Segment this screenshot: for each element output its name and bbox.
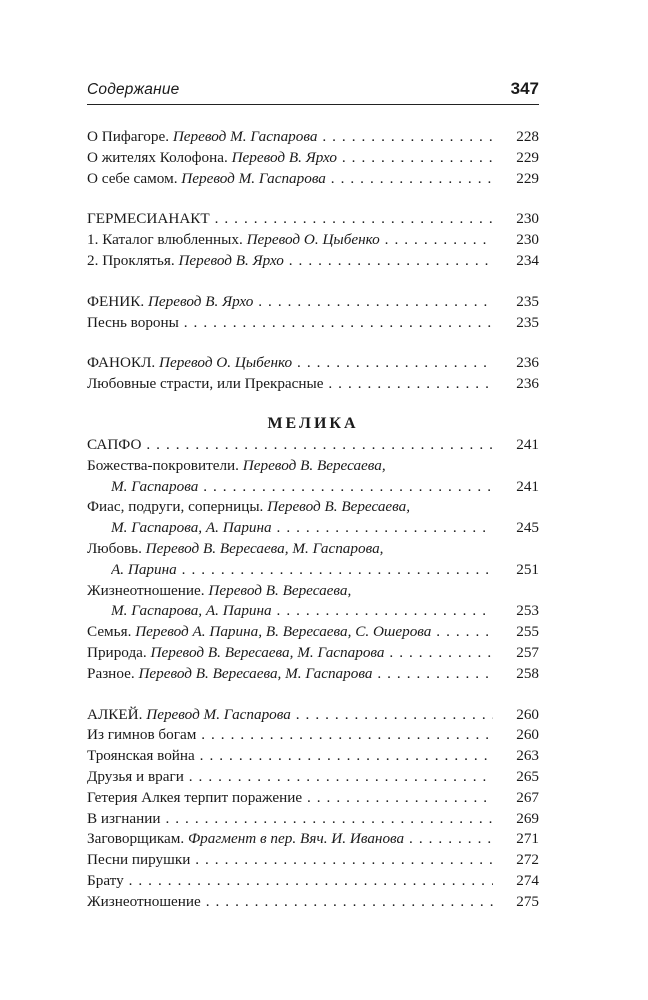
toc-entry-title: ФЕНИК. [87, 292, 145, 310]
toc-entry[interactable] [87, 374, 539, 395]
toc-entry-title: ГЕРМЕСИАНАКТ [87, 210, 210, 228]
toc-group [87, 127, 539, 189]
toc-entry-translator: Перевод О. Цыбенко [158, 354, 293, 372]
toc-entry-page: 235 [495, 313, 539, 334]
toc-entry-page: 253 [495, 601, 539, 622]
toc-entry[interactable] [87, 518, 539, 539]
toc-entry-text [87, 809, 493, 830]
toc-entry-translator: Перевод В. Вересаева, М. Гаспарова [150, 643, 385, 661]
toc-entry-text [87, 435, 493, 456]
page-number: 347 [510, 79, 539, 98]
toc-entry-title: САПФО [87, 435, 142, 453]
toc-entry[interactable] [87, 169, 539, 190]
toc-entry-page: 236 [495, 353, 539, 374]
toc-entry-text [87, 313, 493, 334]
toc-entry-title: Друзья и враги [87, 767, 184, 785]
toc-entry-text [87, 829, 493, 850]
toc-entry[interactable] [87, 581, 539, 602]
toc-entry-page: 241 [495, 477, 539, 498]
toc-entry[interactable] [87, 601, 539, 622]
toc-entry-page: 271 [495, 829, 539, 850]
toc-entry[interactable] [87, 209, 539, 230]
toc-entry[interactable] [87, 767, 539, 788]
toc-entry-translator: Перевод В. Ярхо [147, 292, 254, 310]
toc-entry-title: Семья. [87, 623, 132, 641]
toc-entry-title: Троянская война [87, 747, 195, 765]
toc-entry-page: 257 [495, 643, 539, 664]
toc-entry-page: 230 [495, 230, 539, 251]
toc-entry-page: 230 [495, 209, 539, 230]
toc-entry-text [87, 251, 493, 272]
toc-entry-text [87, 209, 493, 230]
toc-group [87, 292, 539, 334]
toc-entry-text [87, 788, 493, 809]
toc-entry-title: ФАНОКЛ. [87, 354, 156, 372]
toc-entry-title: Жизнеотношение [87, 892, 201, 910]
toc-entry-page: 258 [495, 664, 539, 685]
toc-entry[interactable] [87, 497, 539, 518]
toc-entry-title: О себе самом. [87, 169, 178, 187]
toc-entry-page: 255 [495, 622, 539, 643]
toc-entry-page: 235 [495, 292, 539, 313]
toc-entry-page: 269 [495, 809, 539, 830]
toc-entry-text [87, 767, 493, 788]
toc-entry-page: 236 [495, 374, 539, 395]
toc-entry-text [111, 601, 493, 622]
section-heading: МЕЛИКА [267, 414, 359, 432]
toc-entry-title: 2. Проклятья. [87, 251, 175, 269]
toc-entry-translator: Перевод В. Вересаева, [208, 581, 352, 599]
toc-entry[interactable] [87, 313, 539, 334]
toc-entry-text [87, 539, 493, 560]
toc-entry-translator: А. Парина [111, 560, 177, 578]
toc-entry-page: 274 [495, 871, 539, 892]
toc-entry-translator: Перевод В. Ярхо [231, 148, 337, 166]
table-of-contents [87, 127, 539, 913]
toc-entry-text [111, 477, 493, 498]
toc-entry-title: В изгнании [87, 809, 161, 827]
toc-entry-text [87, 581, 493, 602]
toc-entry-translator: М. Гаспарова [111, 477, 199, 495]
toc-entry-text [87, 746, 493, 767]
toc-entry-text [87, 169, 493, 190]
toc-entry[interactable] [87, 664, 539, 685]
toc-entry-translator: Перевод В. Вересаева, [267, 498, 411, 516]
toc-entry-title: Песни пирушки [87, 851, 191, 869]
toc-entry[interactable] [87, 643, 539, 664]
toc-entry-page: 245 [495, 518, 539, 539]
toc-entry-title: АЛКЕЙ. [87, 705, 143, 723]
toc-entry-text [87, 664, 493, 685]
toc-group [87, 209, 539, 271]
toc-entry[interactable] [87, 622, 539, 643]
toc-entry-text [87, 725, 493, 746]
toc-entry-title: 1. Каталог влюбленных. [87, 231, 243, 249]
toc-entry-text [87, 622, 493, 643]
toc-entry[interactable] [87, 560, 539, 581]
toc-group [87, 413, 539, 685]
toc-entry-text [87, 643, 493, 664]
toc-entry-translator: Перевод О. Цыбенко [246, 231, 380, 249]
toc-entry-translator: Перевод М. Гаспарова [146, 705, 291, 723]
toc-entry-translator: Перевод М. Гаспарова [172, 128, 318, 145]
toc-entry[interactable] [87, 477, 539, 498]
toc-entry[interactable] [87, 871, 539, 892]
toc-entry-title: Любовные страсти, или Прекрасные [87, 375, 324, 393]
toc-entry[interactable] [87, 539, 539, 560]
toc-entry-title: О Пифагоре. [87, 128, 170, 145]
toc-entry-title: Брату [87, 871, 124, 889]
toc-entry-title: Заговорщикам. [87, 830, 185, 848]
toc-entry-translator: Фрагмент в пер. Вяч. И. Иванова [187, 830, 405, 848]
toc-entry-title: Из гимнов богам [87, 726, 197, 744]
toc-entry[interactable] [87, 746, 539, 767]
toc-entry-page: 260 [495, 705, 539, 726]
toc-entry-page: 241 [495, 435, 539, 456]
toc-entry-translator: Перевод В. Вересаева, [242, 456, 386, 474]
toc-entry-text [87, 292, 493, 313]
toc-entry-title: Божества-покровители. [87, 456, 239, 474]
toc-entry-page: 251 [495, 560, 539, 581]
toc-entry[interactable] [87, 127, 539, 148]
toc-entry[interactable] [87, 353, 539, 374]
toc-entry-page: 229 [495, 169, 539, 190]
toc-entry-page: 267 [495, 788, 539, 809]
toc-group [87, 353, 539, 395]
toc-entry-translator: Перевод В. Вересаева, М. Гаспарова, [145, 539, 384, 557]
toc-entry-translator: Перевод М. Гаспарова [181, 169, 326, 187]
toc-entry-translator: Перевод В. Ярхо [178, 251, 284, 269]
toc-entry-page: 263 [495, 746, 539, 767]
toc-entry[interactable] [87, 788, 539, 809]
toc-entry[interactable] [87, 456, 539, 477]
toc-entry-text [87, 127, 493, 148]
toc-group [87, 705, 539, 913]
toc-entry[interactable] [87, 809, 539, 830]
toc-entry[interactable] [87, 725, 539, 746]
toc-entry-page: 275 [495, 892, 539, 913]
running-head-title: Содержание [87, 81, 180, 98]
toc-entry-title: О жителях Колофона. [87, 148, 228, 166]
toc-entry-title: Песнь вороны [87, 313, 179, 331]
toc-entry-page: 260 [495, 725, 539, 746]
running-head [87, 78, 539, 105]
toc-entry[interactable] [87, 435, 539, 456]
toc-entry-text [111, 518, 493, 539]
toc-entry-text [87, 230, 493, 251]
toc-entry-text [87, 353, 493, 374]
toc-entry-text [111, 560, 493, 581]
toc-entry-title: Любовь. [87, 539, 142, 557]
toc-entry-title: Гетерия Алкея терпит поражение [87, 788, 303, 806]
toc-entry[interactable] [87, 292, 539, 313]
toc-entry-translator: Перевод В. Вересаева, М. Гаспарова [138, 664, 373, 682]
toc-entry-title: Жизнеотношение. [87, 581, 205, 599]
toc-entry-title: Фиас, подруги, соперницы. [87, 498, 264, 516]
toc-entry-page: 228 [495, 127, 539, 148]
toc-entry-text [87, 871, 493, 892]
toc-entry-translator: М. Гаспарова, А. Парина [111, 602, 272, 620]
toc-entry-text [87, 497, 493, 518]
toc-entry[interactable] [87, 829, 539, 850]
toc-entry[interactable] [87, 251, 539, 272]
toc-entry-page: 234 [495, 251, 539, 272]
toc-entry[interactable] [87, 850, 539, 871]
toc-entry[interactable] [87, 705, 539, 726]
toc-entry-text [87, 892, 493, 913]
book-page [87, 78, 539, 933]
toc-entry-text [87, 456, 493, 477]
toc-entry-text [87, 148, 493, 169]
toc-entry-text [87, 850, 493, 871]
toc-entry-title: Разное. [87, 664, 135, 682]
toc-entry[interactable] [87, 892, 539, 913]
toc-entry-page: 272 [495, 850, 539, 871]
toc-entry-title: Природа. [87, 643, 147, 661]
toc-entry[interactable] [87, 230, 539, 251]
toc-entry-text [87, 705, 493, 726]
toc-entry-translator: Перевод А. Парина, В. Вересаева, С. Ошерова [135, 623, 432, 641]
toc-entry-page: 229 [495, 148, 539, 169]
toc-entry-page: 265 [495, 767, 539, 788]
toc-entry-text [87, 374, 493, 395]
toc-entry-translator: М. Гаспарова, А. Парина [111, 519, 272, 537]
toc-entry[interactable] [87, 148, 539, 169]
